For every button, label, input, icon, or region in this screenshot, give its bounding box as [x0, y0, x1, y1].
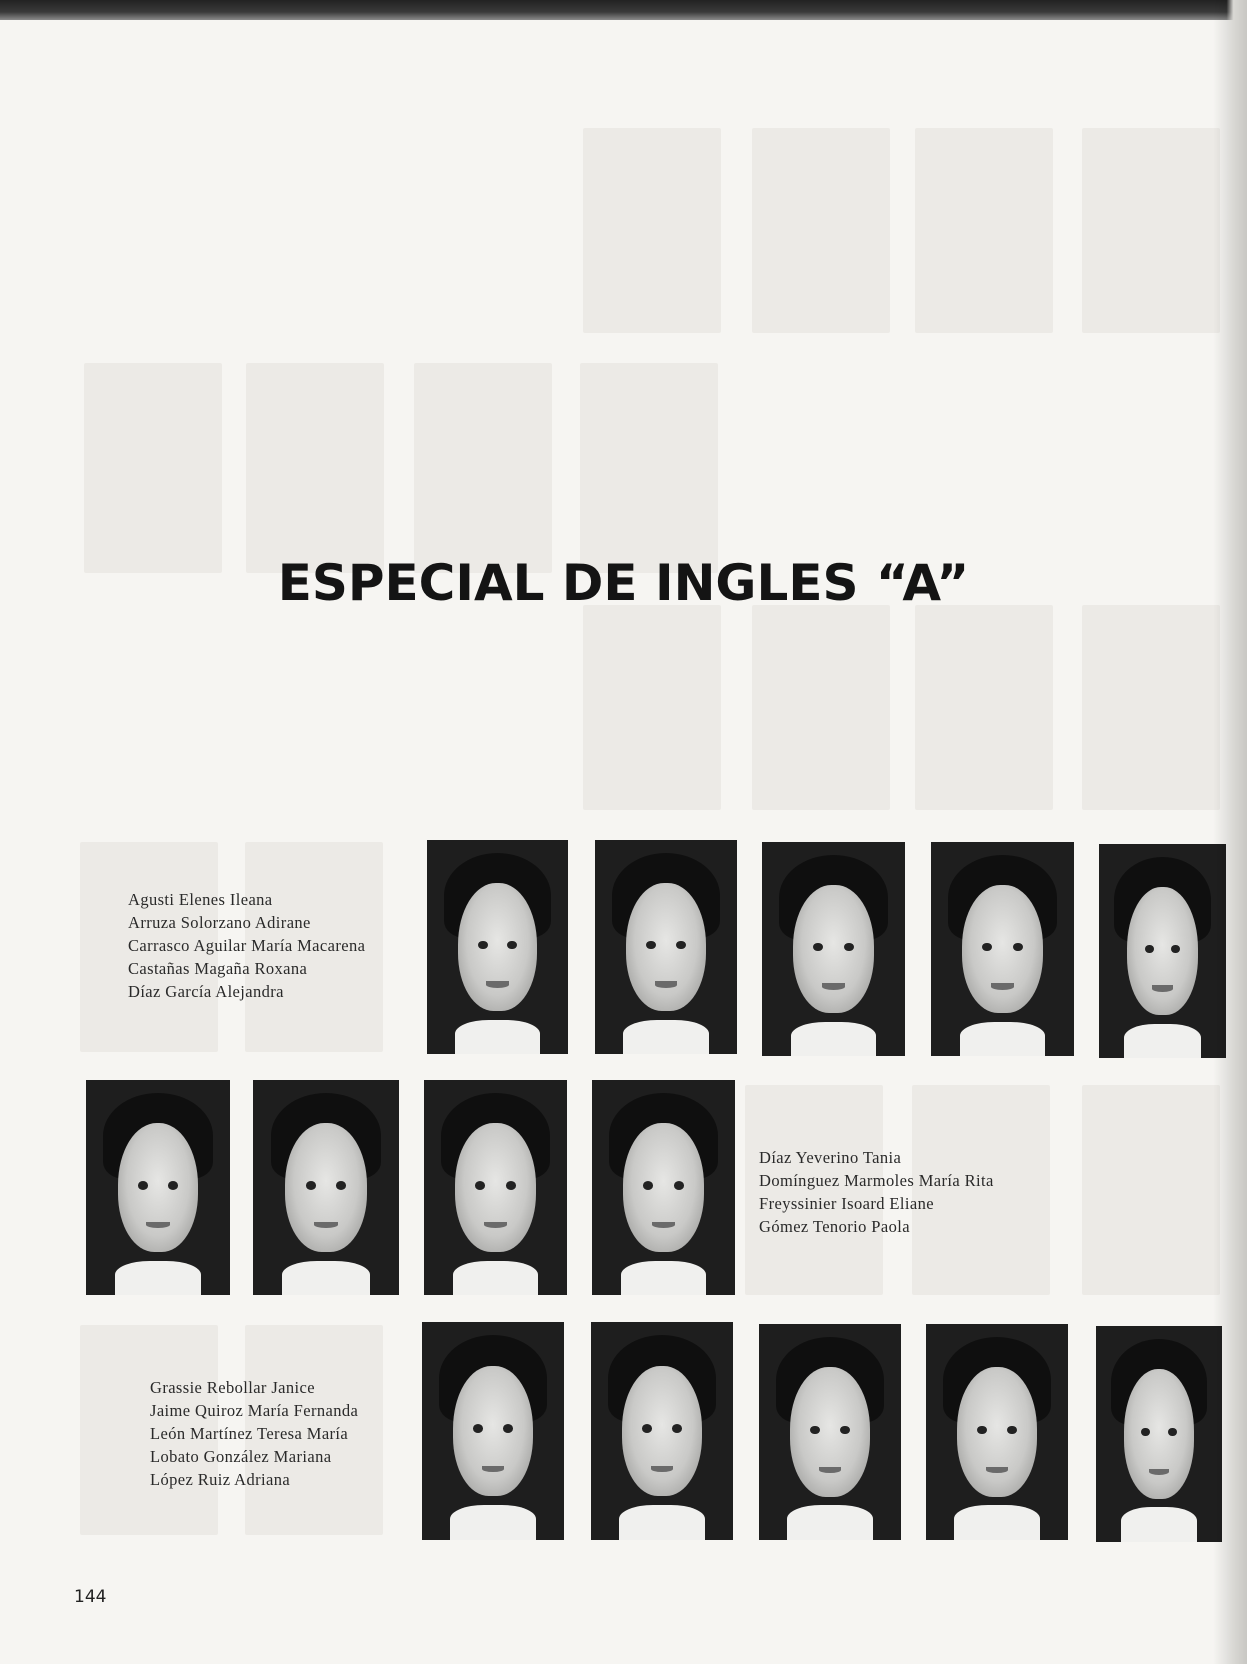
- name-list-row-1: [128, 888, 365, 1003]
- show-through-photo: [1082, 605, 1220, 810]
- student-photo: [762, 842, 905, 1056]
- page-number: 144: [74, 1587, 107, 1607]
- student-photo: [86, 1080, 230, 1295]
- student-name: Grassie Rebollar Janice: [150, 1378, 315, 1397]
- show-through-photo: [246, 363, 384, 573]
- student-name: Arruza Solorzano Adirane: [128, 913, 311, 932]
- student-photo: [422, 1322, 564, 1540]
- book-spine-edge: [1213, 0, 1247, 1664]
- student-photo: [424, 1080, 567, 1295]
- student-name: López Ruiz Adriana: [150, 1470, 291, 1489]
- student-photo: [595, 840, 737, 1054]
- student-photo: [931, 842, 1074, 1056]
- student-name: Lobato González Mariana: [150, 1447, 332, 1466]
- show-through-photo: [583, 605, 721, 810]
- student-photo: [759, 1324, 901, 1540]
- book-top-edge: [0, 0, 1247, 20]
- student-photo: [926, 1324, 1068, 1540]
- show-through-photo: [1082, 1085, 1220, 1295]
- show-through-photo: [752, 128, 890, 333]
- student-name: Agusti Elenes Ileana: [128, 890, 273, 909]
- student-photo: [427, 840, 568, 1054]
- student-name: León Martínez Teresa María: [150, 1424, 349, 1443]
- student-name: Díaz Yeverino Tania: [759, 1148, 902, 1167]
- show-through-photo: [1082, 128, 1220, 333]
- student-photo: [1099, 844, 1226, 1058]
- name-list-row-3: [150, 1376, 358, 1491]
- show-through-photo: [915, 128, 1053, 333]
- show-through-photo: [915, 605, 1053, 810]
- show-through-photo: [84, 363, 222, 573]
- page-title: ESPECIAL DE INGLES “A”: [277, 553, 970, 612]
- show-through-photo: [580, 363, 718, 573]
- show-through-photo: [752, 605, 890, 810]
- student-name: Freyssinier Isoard Eliane: [759, 1194, 934, 1213]
- student-name: Castañas Magaña Roxana: [128, 959, 308, 978]
- show-through-photo: [583, 128, 721, 333]
- student-photo: [253, 1080, 399, 1295]
- student-name: Carrasco Aguilar María Macarena: [128, 936, 366, 955]
- student-photo: [1096, 1326, 1222, 1542]
- student-photo: [592, 1080, 735, 1295]
- student-photo: [591, 1322, 733, 1540]
- student-name: Díaz García Alejandra: [128, 982, 284, 1001]
- student-name: Gómez Tenorio Paola: [759, 1217, 910, 1236]
- student-name: Domínguez Marmoles María Rita: [759, 1171, 994, 1190]
- name-list-row-2: [759, 1146, 994, 1238]
- show-through-photo: [414, 363, 552, 573]
- student-name: Jaime Quiroz María Fernanda: [150, 1401, 359, 1420]
